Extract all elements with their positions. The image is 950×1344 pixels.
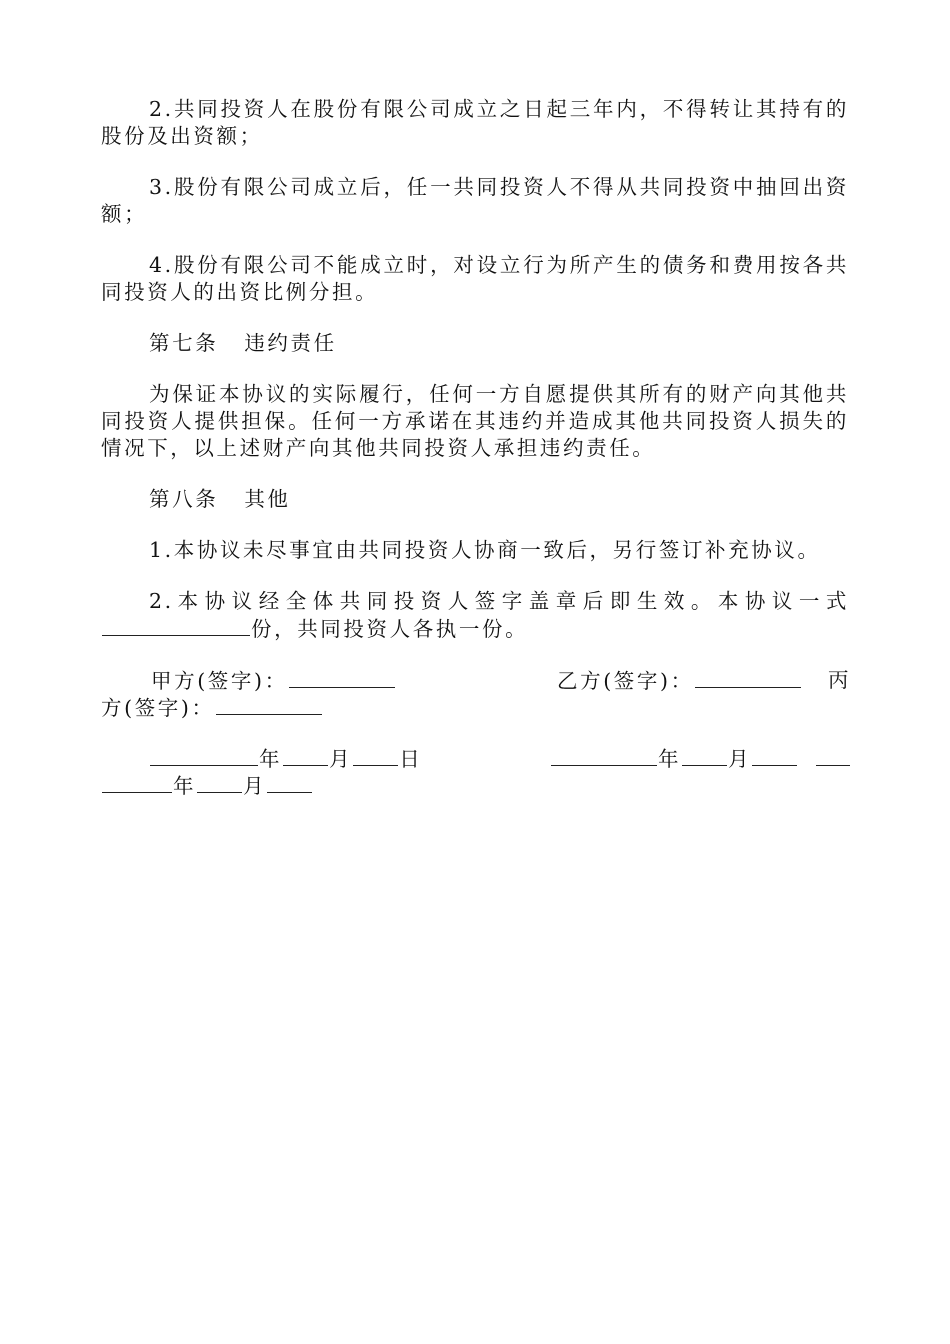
party-c-date-start: [815, 745, 851, 773]
article-number: 第七条: [149, 331, 219, 355]
article-number: 第八条: [149, 487, 219, 511]
clause-copies: [101, 588, 849, 643]
party-c-day-blank: [267, 772, 312, 793]
clause-paragraph: 为保证本协议的实际履行，任何一方自愿提供其所有的财产向其他共同投资人提供担保。任何一方承诺在其违约并造成其他共同投资人损失的情况下，以上述财产向其他共同投资人承担违约责任。: [101, 382, 849, 460]
party-c-year-label: 年: [173, 774, 197, 798]
party-b-month-label: 月: [728, 747, 752, 771]
document-body: [101, 96, 849, 564]
article-title: 违约责任: [244, 331, 337, 355]
party-c-month-label: 月: [243, 774, 267, 798]
party-c-year-blank-start: [816, 745, 850, 766]
article-heading: [101, 330, 849, 357]
document-page: [101, 96, 852, 823]
party-a-label: 甲方(签字)：: [151, 669, 288, 693]
party-c-month-blank: [197, 772, 242, 793]
party-a-month-label: 月: [329, 747, 353, 771]
party-c-date: [101, 772, 313, 800]
party-a-signature: [151, 667, 396, 695]
article-heading: [101, 486, 849, 513]
signature-row: [101, 667, 852, 721]
date-row: [101, 745, 849, 799]
article-title: 其他: [244, 487, 291, 511]
party-b-day-blank: [752, 745, 797, 766]
party-c-label: 方(签字)：: [101, 696, 215, 720]
party-c-signature-start: [828, 667, 851, 694]
party-a-day-blank: [353, 745, 398, 766]
party-b-year-label: 年: [658, 747, 682, 771]
clause-paragraph: 4.股份有限公司不能成立时，对设立行为所产生的债务和费用按各共同投资人的出资比例分担。: [101, 253, 849, 304]
party-a-month-blank: [283, 745, 328, 766]
party-b-year-blank: [551, 745, 657, 766]
party-a-blank: [289, 667, 395, 688]
party-a-year-blank: [150, 745, 258, 766]
party-b-month-blank: [682, 745, 727, 766]
clause-paragraph: 1.本协议未尽事宜由共同投资人协商一致后，另行签订补充协议。: [149, 538, 821, 562]
party-c-year-blank: [102, 772, 172, 793]
party-b-blank: [695, 667, 801, 688]
copies-blank-line: [102, 615, 250, 636]
party-c-label-start: 丙: [828, 668, 852, 692]
clause-copies-text-after: 份，共同投资人各执一份。: [251, 617, 529, 641]
clause-copies-text-before: 2.本协议经全体共同投资人签字盖章后即生效。本协议一式: [149, 589, 849, 613]
party-a-day-label: 日: [399, 747, 423, 771]
party-b-signature: [557, 667, 802, 695]
party-a-year-label: 年: [259, 747, 283, 771]
party-c-blank: [216, 694, 322, 715]
clause-paragraph: 2.共同投资人在股份有限公司成立之日起三年内，不得转让其持有的股份及出资额；: [101, 97, 849, 148]
party-a-date: [149, 745, 422, 773]
party-b-date: [550, 745, 798, 773]
party-b-label: 乙方(签字)：: [557, 669, 694, 693]
party-c-signature: [101, 694, 323, 722]
clause-paragraph: 3.股份有限公司成立后，任一共同投资人不得从共同投资中抽回出资额；: [101, 175, 849, 226]
